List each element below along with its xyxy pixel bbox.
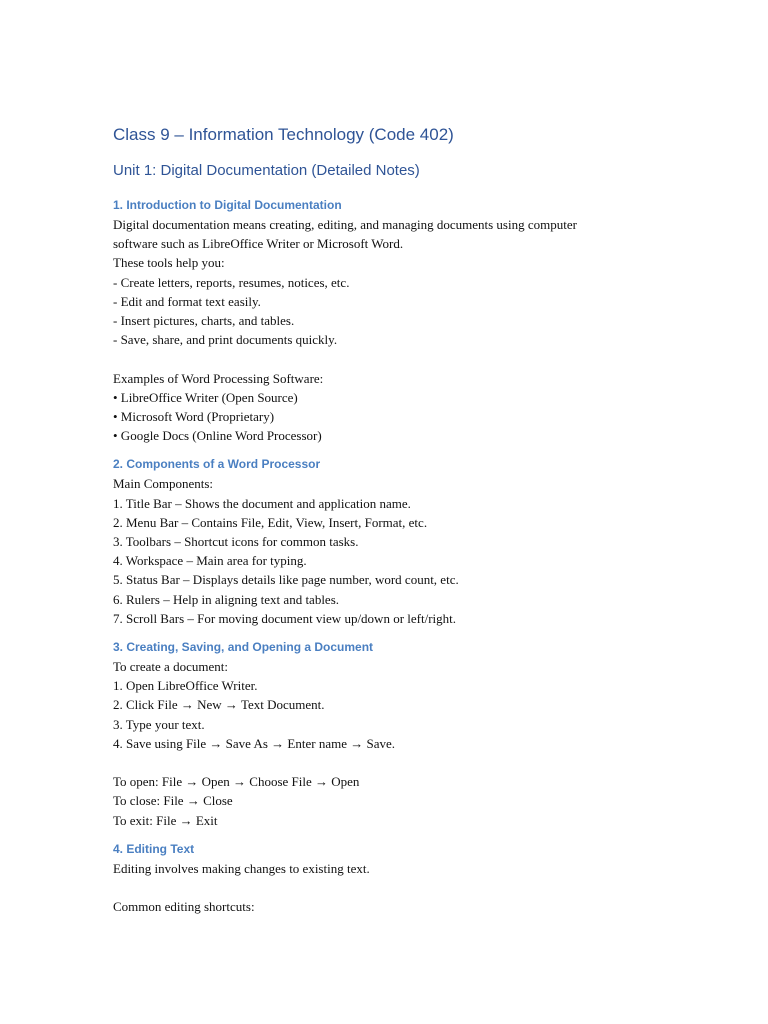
- section-heading: 1. Introduction to Digital Documentation: [113, 198, 342, 212]
- document-title: Class 9 – Information Technology (Code 402): [113, 125, 454, 144]
- sections-container: [113, 196, 673, 916]
- text-line: - Insert pictures, charts, and tables.: [113, 313, 295, 329]
- text-line: 2. Menu Bar – Contains File, Edit, View, Insert, Format, etc.: [113, 514, 428, 530]
- text-line: Main Components:: [113, 476, 214, 492]
- section-1: [113, 196, 673, 445]
- text-line: 6. Rulers – Help in aligning text and tables.: [113, 591, 340, 607]
- section-3: [113, 638, 673, 830]
- text-line: • LibreOffice Writer (Open Source): [113, 389, 298, 405]
- document-page: [113, 122, 673, 926]
- section-heading: 3. Creating, Saving, and Opening a Document: [113, 640, 374, 655]
- text-line: - Create letters, reports, resumes, notices, etc.: [113, 274, 350, 290]
- paragraph-gap: [113, 878, 673, 897]
- text-line: • Google Docs (Online Word Processor): [113, 428, 322, 444]
- paragraph-gap: [113, 349, 673, 368]
- text-line: Editing involves making changes to existing text.: [113, 860, 370, 876]
- text-line: • Microsoft Word (Proprietary): [113, 409, 275, 425]
- text-line: 5. Status Bar – Displays details like page number, word count, etc.: [113, 572, 459, 588]
- text-line: To close: File → Close: [113, 793, 233, 809]
- text-line: To open: File → Open → Choose File → Open: [113, 774, 360, 790]
- text-line: 2. Click File → New → Text Document.: [113, 697, 325, 713]
- section-heading: 2. Components of a Word Processor: [113, 457, 321, 472]
- text-line: To create a document:: [113, 659, 228, 675]
- text-line: 3. Toolbars – Shortcut icons for common tasks.: [113, 534, 359, 550]
- section-2: [113, 455, 673, 628]
- text-line: Examples of Word Processing Software:: [113, 370, 324, 386]
- text-line: 3. Type your text.: [113, 716, 205, 732]
- text-line: These tools help you:: [113, 255, 225, 271]
- text-line: 4. Save using File → Save As → Enter name → Save.: [113, 735, 395, 751]
- text-line: 7. Scroll Bars – For moving document view up/down or left/right.: [113, 610, 457, 626]
- text-line: - Edit and format text easily.: [113, 293, 261, 309]
- section-heading: 4. Editing Text: [113, 841, 195, 856]
- text-line: 4. Workspace – Main area for typing.: [113, 553, 307, 569]
- text-line: - Save, share, and print documents quickly.: [113, 332, 338, 348]
- document-subtitle: Unit 1: Digital Documentation (Detailed Notes): [113, 162, 420, 179]
- text-line: software such as LibreOffice Writer or Microsoft Word.: [113, 236, 404, 252]
- paragraph-gap: [113, 753, 673, 772]
- text-line: 1. Open LibreOffice Writer.: [113, 678, 258, 694]
- section-4: [113, 840, 673, 917]
- text-line: 1. Title Bar – Shows the document and application name.: [113, 495, 411, 511]
- text-line: Common editing shortcuts:: [113, 899, 255, 915]
- text-line: To exit: File → Exit: [113, 812, 218, 828]
- text-line: Digital documentation means creating, editing, and managing documents using computer: [113, 217, 577, 232]
